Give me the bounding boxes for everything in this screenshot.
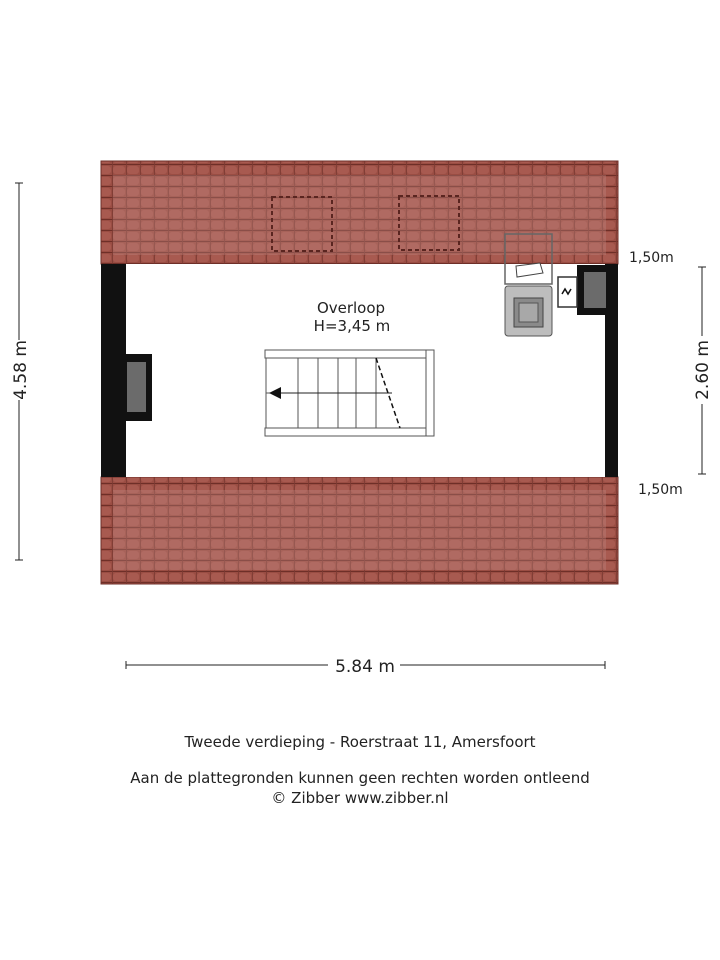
room-height: H=3,45 m [313, 317, 391, 335]
roof-slope-bottom-label: 1,50m [638, 482, 683, 498]
washing-machine-drum [519, 303, 538, 322]
roof-top-shade [113, 175, 606, 255]
width-label: 5.84 m [335, 657, 395, 677]
disclaimer: Aan de plattegronden kunnen geen rechten worden ontleend [130, 769, 590, 787]
window-right-glass [584, 272, 606, 308]
depth-label: 4.58 m [11, 340, 31, 400]
copyright: © Zibber www.zibber.nl [271, 789, 449, 807]
floor-title: Tweede verdieping - Roerstraat 11, Amersfoort [184, 733, 536, 751]
roof-slope-top-label: 1,50m [629, 250, 674, 266]
room-name: Overloop [316, 299, 386, 317]
inner-depth-label: 2.60 m [693, 340, 713, 400]
roof-bottom-shade [113, 490, 606, 570]
window-left-glass [127, 362, 146, 412]
